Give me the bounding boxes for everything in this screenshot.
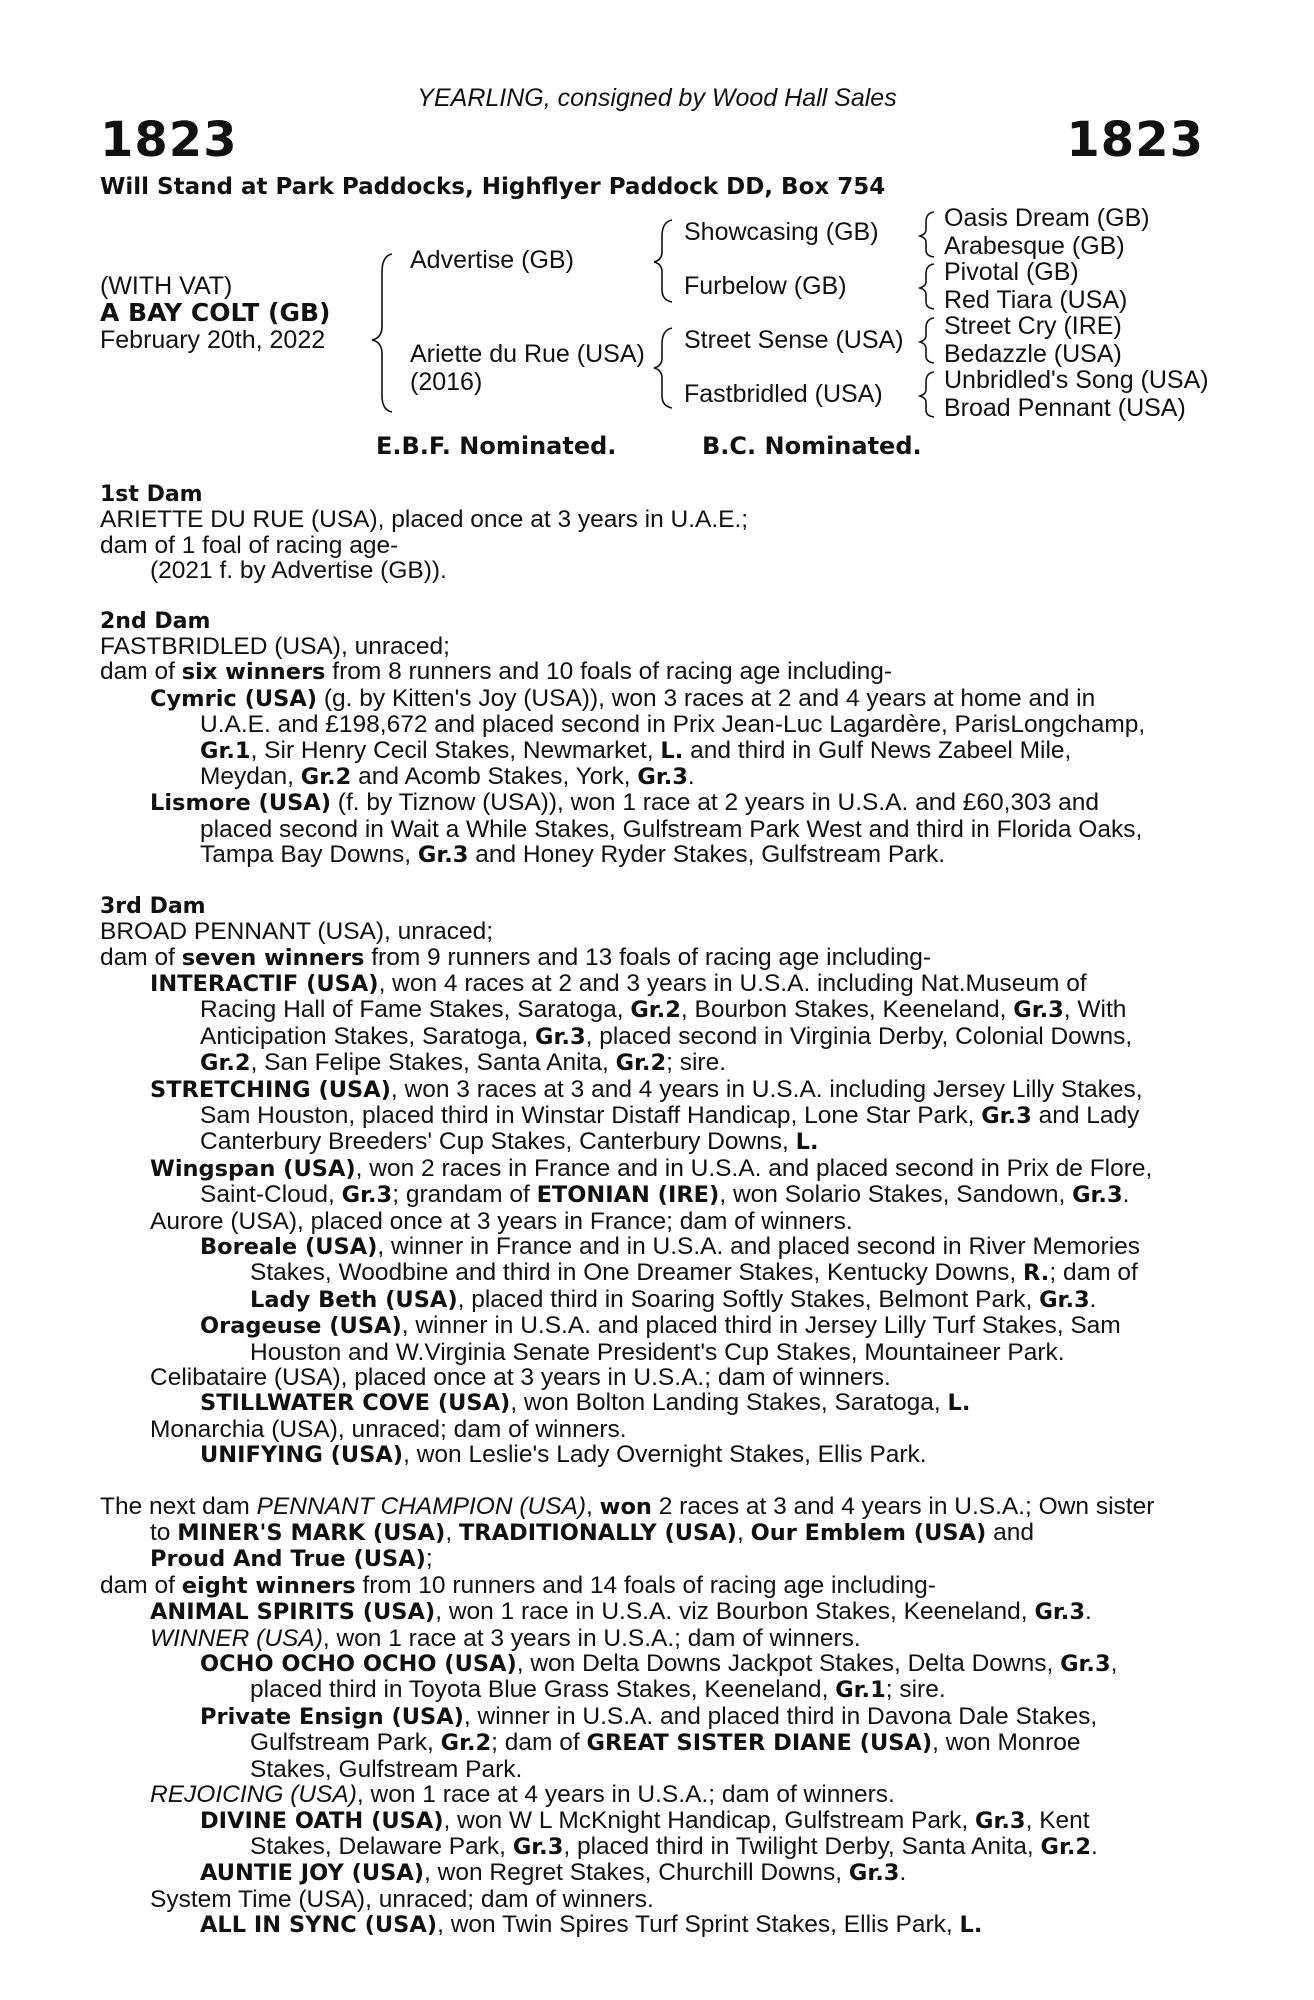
third-dam-summary: dam of seven winners from 9 runners and 13 foals of racing age including-: [100, 943, 931, 971]
produce-entry-cont: placed second in Wait a While Stakes, Gulfstream Park West and third in Florida Oaks,: [200, 815, 1143, 843]
pedigree-g6: Bedazzle (USA): [944, 340, 1122, 368]
stand-location: Will Stand at Park Paddocks, Highflyer Paddock DD, Box 754: [100, 174, 886, 200]
produce-entry-cont: Canterbury Breeders' Cup Stakes, Canterbury Downs, L.: [200, 1128, 819, 1156]
next-dam-line: The next dam PENNANT CHAMPION (USA), won 2 races at 3 and 4 years in U.S.A.; Own sister: [100, 1492, 1155, 1520]
ebf-nomination: E.B.F. Nominated.: [376, 432, 617, 460]
grandproduce-entry: Private Ensign (USA), winner in U.S.A. and placed third in Davona Dale Stakes,: [200, 1702, 1098, 1730]
first-dam-line: dam of 1 foal of racing age-: [100, 531, 399, 559]
produce-entry: Cymric (USA) (g. by Kitten's Joy (USA)), won 3 races at 2 and 4 years at home and in: [150, 684, 1096, 712]
catalogue-body: [100, 482, 1210, 1939]
produce-entry: Lismore (USA) (f. by Tiznow (USA)), won 1 race at 2 years in U.S.A. and £60,303 and: [150, 789, 1100, 817]
second-dam-line: FASTBRIDLED (USA), unraced;: [100, 633, 450, 661]
produce-entry-cont: Tampa Bay Downs, Gr.3 and Honey Ryder Stakes, Gulfstream Park.: [200, 841, 946, 869]
produce-entry: Monarchia (USA), unraced; dam of winners.: [150, 1415, 627, 1443]
grandproduce-entry: Orageuse (USA), winner in U.S.A. and placed third in Jersey Lilly Turf Stakes, Sam: [200, 1312, 1121, 1340]
second-dam-summary: dam of six winners from 8 runners and 10 foals of racing age including-: [100, 658, 893, 686]
third-dam-line: BROAD PENNANT (USA), unraced;: [100, 918, 494, 946]
first-dam-heading: 1st Dam: [100, 482, 203, 507]
lot-number-left: 1823: [100, 112, 238, 168]
produce-entry-cont: U.A.E. and £198,672 and placed second in Prix Jean-Luc Lagardère, ParisLongchamp,: [200, 711, 1146, 739]
pedigree-sire: Advertise (GB): [410, 246, 574, 274]
grandproduce-entry: ALL IN SYNC (USA), won Twin Spires Turf Sprint Stakes, Ellis Park, L.: [200, 1911, 983, 1939]
pedigree-dam-sire: Street Sense (USA): [684, 326, 904, 354]
grandproduce-entry: UNIFYING (USA), won Leslie's Lady Overnight Stakes, Ellis Park.: [200, 1441, 927, 1469]
produce-entry-cont: Anticipation Stakes, Saratoga, Gr.3, placed second in Virginia Derby, Colonial Downs,: [200, 1022, 1133, 1050]
produce-entry: ANIMAL SPIRITS (USA), won 1 race in U.S.A. viz Bourbon Stakes, Keeneland, Gr.3.: [150, 1598, 1092, 1626]
bc-nomination: B.C. Nominated.: [702, 432, 922, 460]
pedigree-g2: Arabesque (GB): [944, 232, 1125, 260]
pedigree-g5: Street Cry (IRE): [944, 312, 1122, 340]
grandproduce-entry-cont: Houston and W.Virginia Senate President's Cup Stakes, Mountaineer Park.: [250, 1338, 1065, 1366]
produce-entry-cont: Sam Houston, placed third in Winstar Distaff Handicap, Lone Star Park, Gr.3 and Lady: [200, 1101, 1140, 1129]
produce-entry: Aurore (USA), placed once at 3 years in France; dam of winners.: [150, 1207, 853, 1235]
produce-entry: INTERACTIF (USA), won 4 races at 2 and 3 years in U.S.A. including Nat.Museum of: [150, 969, 1087, 997]
produce-entry: Wingspan (USA), won 2 races in France and in U.S.A. and placed second in Prix de Flore,: [150, 1154, 1153, 1182]
first-dam-line: ARIETTE DU RUE (USA), placed once at 3 years in U.A.E.;: [100, 506, 749, 534]
pedigree-dam-dam: Fastbridled (USA): [684, 380, 883, 408]
pedigree-g8: Broad Pennant (USA): [944, 394, 1186, 422]
grandproduce-entry: DIVINE OATH (USA), won W L McKnight Handicap, Gulfstream Park, Gr.3, Kent: [200, 1806, 1090, 1834]
grandproduce-entry: STILLWATER COVE (USA), won Bolton Landing Stakes, Saratoga, L.: [200, 1389, 971, 1417]
lot-number-right: 1823: [1066, 112, 1204, 168]
pedigree-g1: Oasis Dream (GB): [944, 204, 1150, 232]
pedigree-dam-year: (2016): [410, 368, 483, 396]
grandproduce-entry-cont: Stakes, Gulfstream Park.: [250, 1755, 523, 1783]
grandproduce-entry-cont: Stakes, Woodbine and third in One Dreamer Stakes, Kentucky Downs, R.; dam of: [250, 1259, 1138, 1287]
pedigree-g7: Unbridled's Song (USA): [944, 366, 1209, 394]
next-dam-summary: dam of eight winners from 10 runners and 14 foals of racing age including-: [100, 1571, 936, 1599]
grandproduce-entry: OCHO OCHO OCHO (USA), won Delta Downs Jackpot Stakes, Delta Downs, Gr.3,: [200, 1650, 1118, 1678]
grandproduce-entry-cont: Lady Beth (USA), placed third in Soaring Softly Stakes, Belmont Park, Gr.3.: [250, 1285, 1097, 1313]
next-dam-line: Proud And True (USA);: [150, 1545, 433, 1573]
pedigree-dam: Ariette du Rue (USA): [410, 340, 645, 368]
first-dam-foal: (2021 f. by Advertise (GB)).: [150, 557, 447, 585]
produce-entry-cont: Meydan, Gr.2 and Acomb Stakes, York, Gr.3.: [200, 763, 695, 791]
produce-entry-cont: Gr.2, San Felipe Stakes, Santa Anita, Gr.2; sire.: [200, 1049, 727, 1077]
produce-entry-cont: Racing Hall of Fame Stakes, Saratoga, Gr.2, Bourbon Stakes, Keeneland, Gr.3, With: [200, 996, 1127, 1024]
produce-entry: STRETCHING (USA), won 3 races at 3 and 4 years in U.S.A. including Jersey Lilly Stakes,: [150, 1075, 1143, 1103]
next-dam-line: to MINER'S MARK (USA), TRADITIONALLY (USA), Our Emblem (USA) and: [150, 1519, 1034, 1547]
produce-entry: WINNER (USA), won 1 race at 3 years in U.S.A.; dam of winners.: [150, 1624, 861, 1652]
grandproduce-entry-cont: Stakes, Delaware Park, Gr.3, placed third in Twilight Derby, Santa Anita, Gr.2.: [250, 1832, 1098, 1860]
produce-entry: System Time (USA), unraced; dam of winners.: [150, 1885, 654, 1913]
grandproduce-entry-cont: placed third in Toyota Blue Grass Stakes, Keeneland, Gr.1; sire.: [250, 1676, 946, 1704]
produce-entry-cont: Gr.1, Sir Henry Cecil Stakes, Newmarket, L. and third in Gulf News Zabeel Mile,: [200, 736, 1072, 764]
pedigree-sire-dam: Furbelow (GB): [684, 272, 847, 300]
third-dam-heading: 3rd Dam: [100, 893, 206, 919]
foaling-date: February 20th, 2022: [100, 326, 326, 354]
pedigree-g4: Red Tiara (USA): [944, 286, 1128, 314]
horse-name: A BAY COLT (GB): [100, 298, 331, 327]
consignment-line: YEARLING, consigned by Wood Hall Sales: [417, 84, 897, 112]
grandproduce-entry: AUNTIE JOY (USA), won Regret Stakes, Churchill Downs, Gr.3.: [200, 1859, 907, 1887]
vat-note: (WITH VAT): [100, 272, 233, 300]
second-dam-heading: 2nd Dam: [100, 608, 211, 634]
pedigree-sire-sire: Showcasing (GB): [684, 218, 879, 246]
produce-entry-cont: Saint-Cloud, Gr.3; grandam of ETONIAN (IRE), won Solario Stakes, Sandown, Gr.3.: [200, 1181, 1130, 1209]
produce-entry: Celibataire (USA), placed once at 3 years in U.S.A.; dam of winners.: [150, 1364, 891, 1391]
grandproduce-entry: Boreale (USA), winner in France and in U.S.A. and placed second in River Memories: [200, 1232, 1141, 1260]
pedigree-g3: Pivotal (GB): [944, 258, 1079, 286]
grandproduce-entry-cont: Gulfstream Park, Gr.2; dam of GREAT SISTER DIANE (USA), won Monroe: [250, 1729, 1081, 1757]
produce-entry: REJOICING (USA), won 1 race at 4 years in U.S.A.; dam of winners.: [150, 1781, 895, 1809]
